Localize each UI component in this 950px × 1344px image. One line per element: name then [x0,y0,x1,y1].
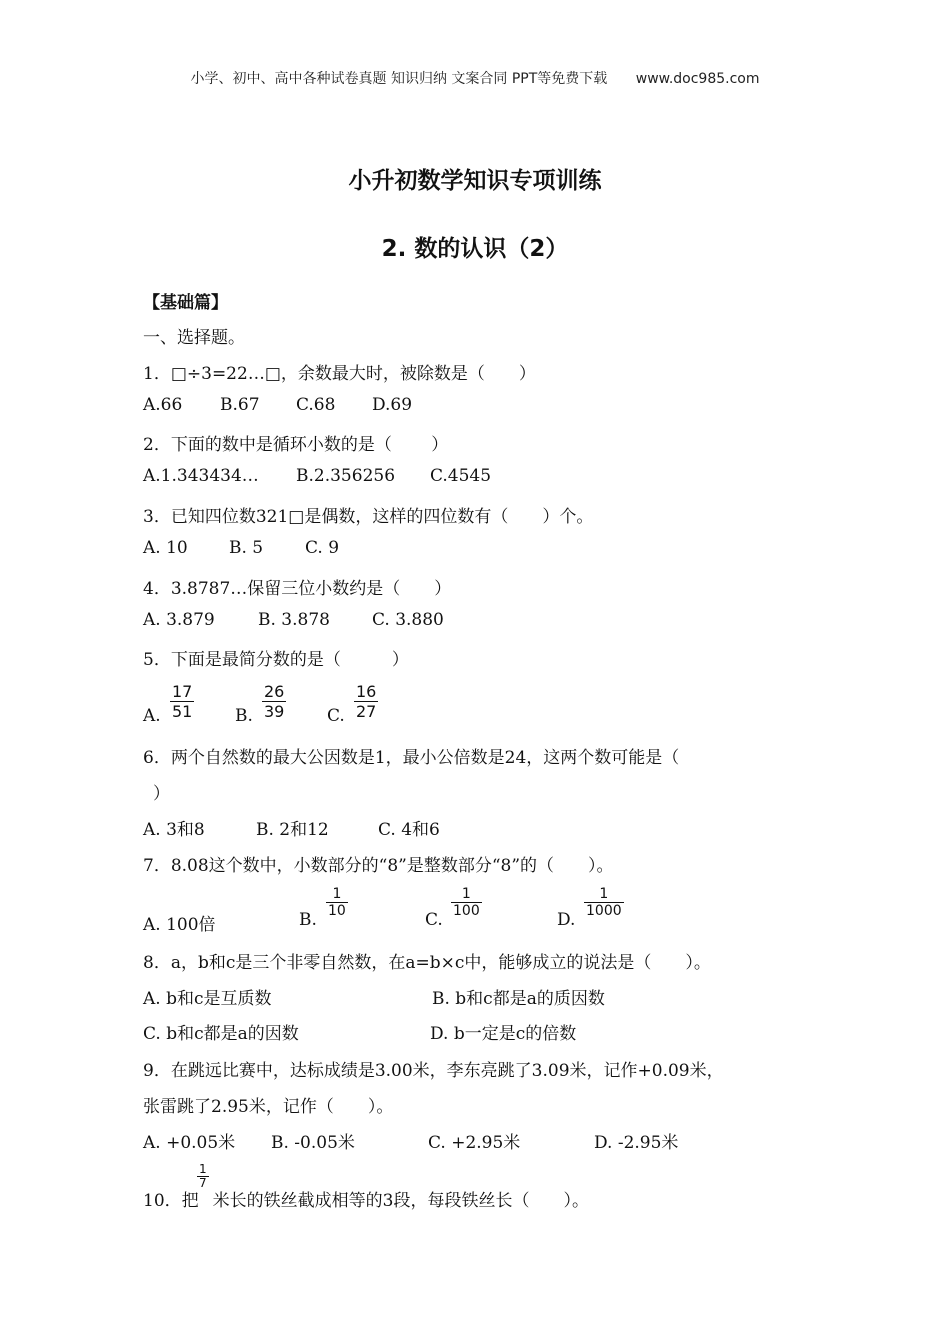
q10-fraction [197,1163,209,1190]
q8-option-a: A. b和c是互质数 [143,989,272,1009]
q1-option-c: C.68 [296,395,336,415]
q9-option-d: D. -2.95米 [594,1133,679,1153]
page-subtitle: 2. 数的认识（2） [381,236,569,262]
q3-option-c: C. 9 [305,538,340,558]
q5-c-numerator: 16 [356,682,377,701]
section-heading: 【基础篇】 [143,293,228,313]
q5-b-denominator: 39 [264,702,285,721]
q7-option-b-label: B. [299,910,317,930]
q5-option-a-fraction [170,682,194,721]
page-header [0,68,950,88]
question-7: 7．8.08这个数中，小数部分的“8”是整数部分“8”的（ ）。 [143,856,614,876]
q8-option-d: D. b一定是c的倍数 [430,1024,577,1044]
part-heading: 一、选择题。 [143,328,245,348]
q10-denominator: 7 [199,1176,207,1190]
question-4: 4．3.8787…保留三位小数约是（ ） [143,579,452,599]
question-8: 8．a，b和c是三个非零自然数，在a=b×c中，能够成立的说法是（ ）。 [143,953,711,973]
q7-option-c-fraction [451,886,482,919]
question-9: 9．在跳远比赛中，达标成绩是3.00米，李东亮跳了3.09米，记作+0.09米， [143,1061,724,1081]
question-5: 5．下面是最简分数的是（ ） [143,650,409,670]
q7-option-b-fraction [326,886,348,919]
q1-option-a: A.66 [143,395,183,415]
q5-option-c-label: C. [327,706,345,726]
question-9-continued: 张雷跳了2.95米，记作（ ）。 [143,1097,394,1117]
q10-numerator: 1 [199,1162,207,1176]
q9-option-a: A. +0.05米 [143,1133,236,1153]
q9-option-c: C. +2.95米 [428,1133,521,1153]
question-6: 6．两个自然数的最大公因数是1，最小公倍数是24，这两个数可能是（ [143,748,680,768]
q4-option-b: B. 3.878 [258,610,330,630]
page-title: 小升初数学知识专项训练 [348,168,602,194]
question-1: 1．□÷3=22…□，余数最大时，被除数是（ ） [143,364,536,384]
q2-option-a: A.1.343434… [143,466,259,486]
q5-option-a-label: A. [143,706,161,726]
q7-option-c-label: C. [425,910,443,930]
header-url[interactable]: www.doc985.com [635,71,760,87]
q6-option-b: B. 2和12 [256,820,329,840]
q5-a-numerator: 17 [172,682,193,701]
q5-option-c-fraction [354,682,378,721]
header-text: 小学、初中、高中各种试卷真题 知识归纳 文案合同 PPT等免费下载 [190,71,608,87]
q7-b-denominator: 10 [328,903,346,919]
q2-option-b: B.2.356256 [296,466,396,486]
q5-option-b-fraction [262,682,286,721]
question-3: 3．已知四位数321□是偶数，这样的四位数有（ ）个。 [143,507,594,527]
q3-option-a: A. 10 [143,538,188,558]
question-2: 2．下面的数中是循环小数的是（ ） [143,435,449,455]
q10-suffix: 米长的铁丝截成相等的3段，每段铁丝长（ ）。 [212,1191,589,1211]
q6-option-c: C. 4和6 [378,820,440,840]
q1-option-d: D.69 [372,395,413,415]
q8-option-b: B. b和c都是a的质因数 [432,989,605,1009]
q7-option-d-label: D. [557,910,576,930]
q5-option-b-label: B. [235,706,253,726]
q4-option-c: C. 3.880 [372,610,444,630]
q10-prefix: 10．把 [143,1191,199,1211]
q7-option-a: A. 100倍 [143,915,216,935]
q6-option-a: A. 3和8 [143,820,205,840]
q5-a-denominator: 51 [172,702,193,721]
q7-d-denominator: 1000 [586,903,622,919]
q1-option-b: B.67 [220,395,260,415]
q5-b-numerator: 26 [264,682,285,701]
q7-d-numerator: 1 [599,886,609,902]
q7-c-numerator: 1 [461,886,471,902]
question-10 [143,1186,589,1211]
q8-option-c: C. b和c都是a的因数 [143,1024,299,1044]
question-6-continued: ） [153,784,170,804]
q3-option-b: B. 5 [229,538,264,558]
q9-option-b: B. -0.05米 [271,1133,355,1153]
q5-c-denominator: 27 [356,702,377,721]
q7-b-numerator: 1 [332,886,342,902]
q2-option-c: C.4545 [430,466,492,486]
q4-option-a: A. 3.879 [143,610,215,630]
q7-option-d-fraction [584,886,624,919]
q7-c-denominator: 100 [453,903,480,919]
